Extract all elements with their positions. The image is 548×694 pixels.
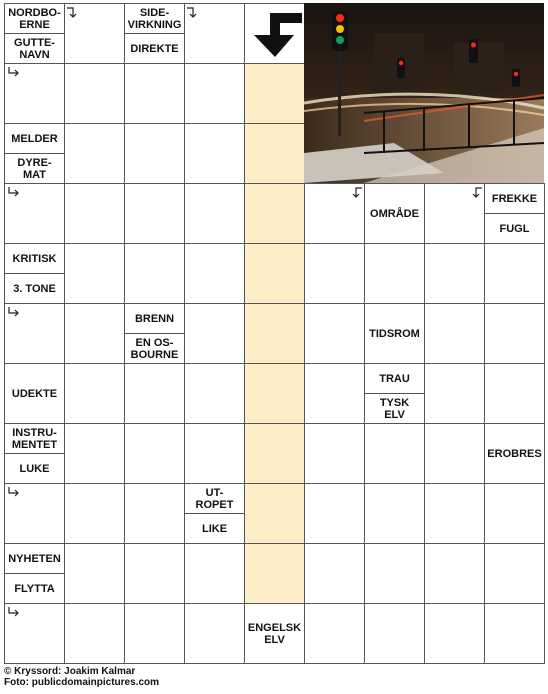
answer-cell[interactable] [184, 423, 245, 484]
answer-cell[interactable] [424, 363, 485, 424]
answer-cell[interactable] [484, 303, 545, 364]
clue-arrow-icon [7, 186, 21, 198]
answer-cell[interactable] [64, 603, 125, 664]
clue-en-osbourne: EN OS- BOURNE [124, 333, 185, 364]
clue-brenn: BRENN [124, 303, 185, 334]
answer-cell[interactable] [424, 423, 485, 484]
clue-frekke: FREKKE [484, 183, 545, 214]
answer-cell[interactable] [64, 123, 125, 184]
photo-credit-text: Foto: publicdomainpictures.com [4, 677, 160, 688]
clue-guttenavn: GUTTE- NAVN [4, 33, 65, 64]
answer-cell[interactable] [244, 183, 305, 244]
answer-cell[interactable] [484, 603, 545, 664]
clue-like: LIKE [184, 513, 245, 544]
answer-cell[interactable] [484, 483, 545, 544]
clue-arrow-icon [7, 606, 21, 618]
answer-cell[interactable] [304, 543, 365, 604]
clue-sidevirkning: SIDE- VIRKNING [124, 3, 185, 34]
traffic-light-photo [304, 3, 544, 183]
answer-cell[interactable] [184, 363, 245, 424]
clue-nordboerne: NORDBO- ERNE [4, 3, 65, 34]
answer-cell[interactable] [364, 423, 425, 484]
clue-dyremat: DYRE- MAT [4, 153, 65, 184]
answer-cell[interactable] [64, 243, 125, 304]
answer-cell[interactable] [304, 303, 365, 364]
answer-cell[interactable] [364, 243, 425, 304]
clue-udekte: UDEKTE [4, 363, 65, 424]
answer-cell[interactable] [244, 303, 305, 364]
answer-cell[interactable] [124, 423, 185, 484]
answer-cell[interactable] [304, 243, 365, 304]
answer-cell[interactable] [124, 543, 185, 604]
clue-arrow-icon [469, 186, 483, 198]
clue-arrow-icon [186, 6, 200, 18]
clue-arrow-icon [349, 186, 363, 198]
answer-cell[interactable] [124, 123, 185, 184]
answer-cell[interactable] [244, 123, 305, 184]
crossword-grid [4, 3, 544, 663]
answer-cell[interactable] [184, 63, 245, 124]
answer-cell[interactable] [64, 183, 125, 244]
answer-cell[interactable] [64, 483, 125, 544]
answer-cell[interactable] [184, 183, 245, 244]
clue-tysk-elv: TYSK ELV [364, 393, 425, 424]
clue-trau: TRAU [364, 363, 425, 394]
answer-cell[interactable] [124, 603, 185, 664]
clue-tidsrom: TIDSROM [364, 303, 425, 364]
clue-flytta: FLYTTA [4, 573, 65, 604]
answer-cell[interactable] [484, 363, 545, 424]
clue-luke: LUKE [4, 453, 65, 484]
answer-cell[interactable] [304, 483, 365, 544]
clue-arrow-icon [7, 486, 21, 498]
answer-cell[interactable] [364, 483, 425, 544]
answer-cell[interactable] [304, 423, 365, 484]
answer-cell[interactable] [424, 603, 485, 664]
answer-cell[interactable] [244, 543, 305, 604]
answer-cell[interactable] [184, 123, 245, 184]
answer-cell[interactable] [64, 303, 125, 364]
answer-cell[interactable] [124, 183, 185, 244]
clue-engelsk-elv: ENGELSK ELV [244, 603, 305, 664]
clue-omraade: OMRÅDE [364, 183, 425, 244]
answer-cell[interactable] [424, 483, 485, 544]
answer-cell[interactable] [244, 63, 305, 124]
footer [4, 666, 159, 688]
answer-cell[interactable] [184, 303, 245, 364]
clue-arrow-icon [66, 6, 80, 18]
credit-text: © Kryssord: Joakim Kalmar [4, 666, 136, 677]
clue-kritisk: KRITISK [4, 243, 65, 274]
clue-arrow-icon [7, 66, 21, 78]
clue-erobres: EROBRES [484, 423, 545, 484]
answer-cell[interactable] [304, 363, 365, 424]
answer-cell[interactable] [124, 63, 185, 124]
answer-cell[interactable] [244, 483, 305, 544]
answer-cell[interactable] [424, 303, 485, 364]
answer-cell[interactable] [64, 63, 125, 124]
answer-cell[interactable] [364, 543, 425, 604]
answer-cell[interactable] [124, 243, 185, 304]
answer-cell[interactable] [484, 543, 545, 604]
clue-melder: MELDER [4, 123, 65, 154]
answer-cell[interactable] [184, 603, 245, 664]
answer-cell[interactable] [364, 603, 425, 664]
answer-cell[interactable] [424, 243, 485, 304]
answer-cell[interactable] [244, 363, 305, 424]
answer-cell[interactable] [64, 543, 125, 604]
clue-instrumentet: INSTRU- MENTET [4, 423, 65, 454]
answer-cell[interactable] [184, 243, 245, 304]
answer-cell[interactable] [124, 483, 185, 544]
clue-arrow-icon [7, 306, 21, 318]
clue-utropet: UT- ROPET [184, 483, 245, 514]
clue-nyheten: NYHETEN [4, 543, 65, 574]
answer-cell[interactable] [64, 363, 125, 424]
answer-cell[interactable] [424, 543, 485, 604]
answer-cell[interactable] [124, 363, 185, 424]
big-down-arrow-icon [250, 11, 302, 57]
clue-direkte: DIREKTE [124, 33, 185, 64]
answer-cell[interactable] [244, 243, 305, 304]
answer-cell[interactable] [484, 243, 545, 304]
answer-cell[interactable] [184, 543, 245, 604]
answer-cell[interactable] [64, 423, 125, 484]
answer-cell[interactable] [304, 603, 365, 664]
clue-tone3: 3. TONE [4, 273, 65, 304]
clue-fugl: FUGL [484, 213, 545, 244]
answer-cell[interactable] [244, 423, 305, 484]
